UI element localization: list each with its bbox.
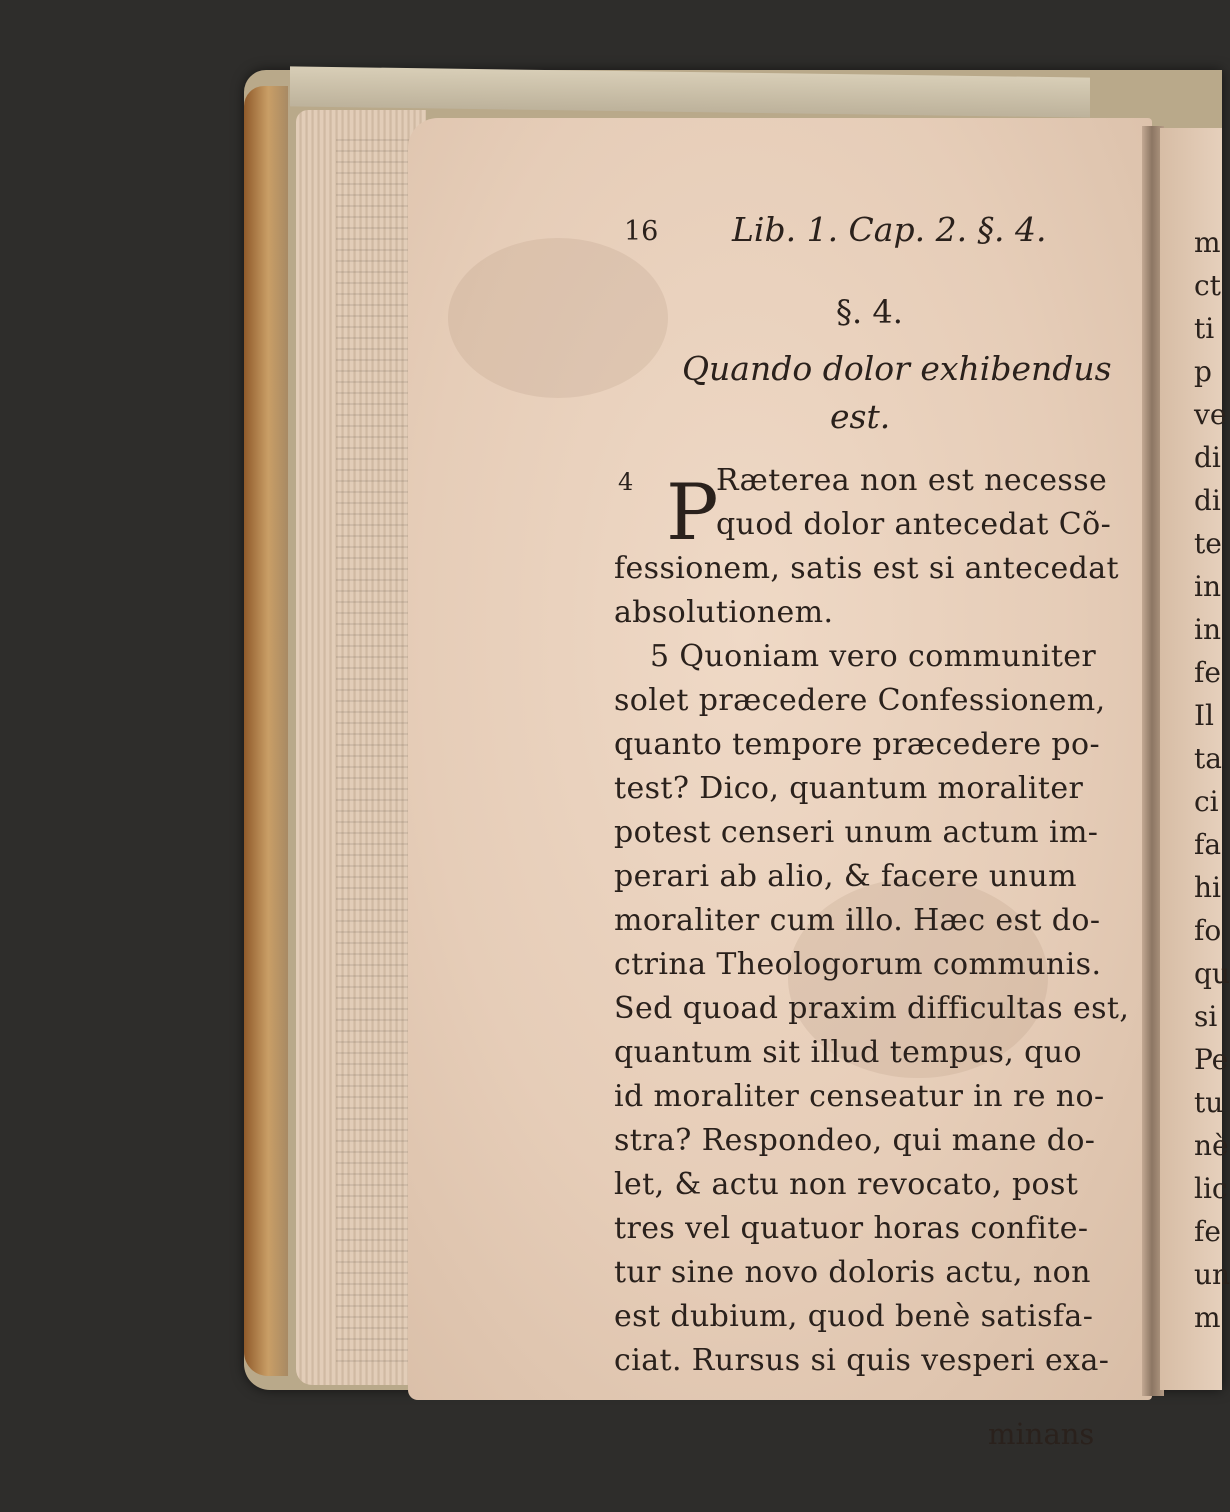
running-head: Lib. 1. Cap. 2. §. 4.	[732, 210, 1047, 249]
next-page-fragment: Pe	[1194, 1043, 1229, 1076]
right-page-fragment	[1160, 128, 1230, 1390]
text-line: ctrina Theologorum communis.	[614, 947, 1102, 982]
paragraph-number: 4	[618, 468, 634, 496]
book-spine	[244, 86, 288, 1376]
text-line: perari ab alio, & facere unum	[614, 859, 1077, 894]
text-line: tur sine novo doloris actu, non	[614, 1255, 1091, 1290]
page-number: 16	[624, 216, 659, 247]
text-line: potest censeri unum actum im-	[614, 815, 1099, 850]
next-page-fragment: fe	[1194, 1215, 1221, 1248]
next-page-fragment: di	[1194, 441, 1221, 474]
text-line: stra? Respondeo, qui mane do-	[614, 1123, 1096, 1158]
next-page-fragment: tu	[1194, 1086, 1224, 1119]
catchword: minans	[988, 1417, 1095, 1451]
next-page-fragment: si	[1194, 1000, 1218, 1033]
next-page-fragment: m	[1194, 1301, 1221, 1334]
next-page-fragment: fe	[1194, 656, 1221, 689]
next-page-fragment: in	[1194, 613, 1221, 646]
page-edges	[296, 110, 426, 1385]
text-line: Sed quoad praxim difficultas est,	[614, 991, 1130, 1026]
text-line: moraliter cum illo. Hæc est do-	[614, 903, 1101, 938]
text-line: ciat. Rursus si quis vesperi exa-	[614, 1343, 1110, 1378]
next-page-fragment: lic	[1194, 1172, 1228, 1205]
drop-capital: P	[666, 468, 719, 558]
next-page-fragment: p	[1194, 355, 1212, 388]
text-line: 5 Quoniam vero communiter	[650, 639, 1097, 674]
text-line: est dubium, quod benè satisfa-	[614, 1299, 1094, 1334]
text-line: id moraliter censeatur in re no-	[614, 1079, 1105, 1114]
next-page-fragment: ti	[1194, 312, 1215, 345]
section-title-line: est.	[830, 397, 891, 436]
next-page-fragment: te	[1194, 527, 1222, 560]
next-page-fragment: hi	[1194, 871, 1221, 904]
next-page-fragment: un	[1194, 1258, 1230, 1291]
text-line: quod dolor antecedat Cõ-	[716, 507, 1112, 542]
text-line: quantum sit illud tempus, quo	[614, 1035, 1082, 1070]
next-page-fragment: ve	[1194, 398, 1227, 431]
text-line: solet præcedere Confessionem,	[614, 683, 1106, 718]
next-page-fragment: Il	[1194, 699, 1215, 732]
section-heading: §. 4.	[836, 293, 903, 331]
page-stain	[448, 238, 668, 398]
next-page-fragment: ta	[1194, 742, 1222, 775]
text-line: quanto tempore præcedere po-	[614, 727, 1101, 762]
section-title-line: Quando dolor exhibendus	[682, 349, 1112, 388]
next-page-fragment: di	[1194, 484, 1221, 517]
text-line: let, & actu non revocato, post	[614, 1167, 1079, 1202]
next-page-fragment: nè	[1194, 1129, 1229, 1162]
next-page-fragment: qu	[1194, 957, 1230, 990]
text-line: Ræterea non est necesse	[716, 463, 1108, 498]
next-page-fragment: fo	[1194, 914, 1222, 947]
next-page-fragment: ct	[1194, 269, 1221, 302]
text-line: tres vel quatuor horas confite-	[614, 1211, 1089, 1246]
text-line: fessionem, satis est si antecedat	[614, 551, 1119, 586]
next-page-fragment: ci	[1194, 785, 1219, 818]
text-line: test? Dico, quantum moraliter	[614, 771, 1084, 806]
next-page-fragment: in	[1194, 570, 1221, 603]
next-page-fragment: m	[1194, 226, 1221, 259]
next-page-fragment: fa	[1194, 828, 1222, 861]
text-line: absolutionem.	[614, 595, 834, 630]
